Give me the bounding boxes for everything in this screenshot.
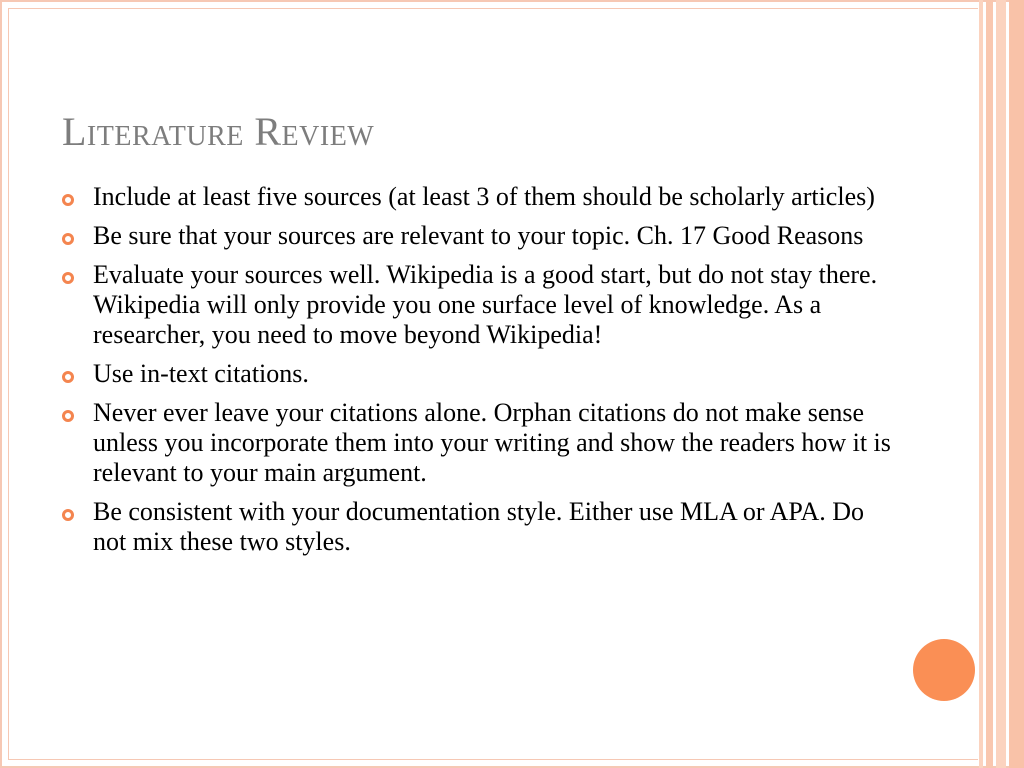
bullet-text: Include at least five sources (at least 3 of them should be scholarly articles)	[93, 182, 875, 211]
bullet-list	[62, 182, 898, 566]
hollow-circle-bullet-icon	[62, 410, 74, 422]
bullet-text: Evaluate your sources well. Wikipedia is a good start, but do not stay there. Wikipedia will only provide you one surface level of knowledge. As a researcher, you need to move beyond Wikipedia!	[93, 260, 890, 349]
hollow-circle-bullet-icon	[62, 509, 74, 521]
bullet-item	[62, 398, 898, 488]
bullet-item	[62, 182, 892, 212]
hollow-circle-bullet-icon	[62, 194, 74, 206]
decorative-stripe	[979, 0, 983, 768]
bullet-text: Be sure that your sources are relevant to your topic. Ch. 17 Good Reasons	[93, 221, 864, 250]
hollow-circle-bullet-icon	[62, 233, 74, 245]
decorative-circle	[913, 639, 975, 701]
bullet-text: Never ever leave your citations alone. Orphan citations do not make sense unless you incorporate them into your writing and show the readers how it is relevant to your main argument.	[93, 398, 898, 487]
bullet-item	[62, 497, 892, 557]
bullet-item	[62, 260, 892, 350]
decorative-stripe	[996, 0, 1006, 768]
bullet-text: Use in-text citations.	[93, 359, 309, 388]
hollow-circle-bullet-icon	[62, 272, 74, 284]
slide-title: Literature Review	[62, 109, 375, 154]
decorative-stripe	[986, 0, 993, 768]
bullet-text: Be consistent with your documentation style. Either use MLA or APA. Do not mix these two styles.	[93, 497, 871, 556]
hollow-circle-bullet-icon	[62, 371, 74, 383]
bullet-item	[62, 359, 892, 389]
decorative-stripe	[1009, 0, 1024, 768]
bullet-item	[62, 221, 892, 251]
